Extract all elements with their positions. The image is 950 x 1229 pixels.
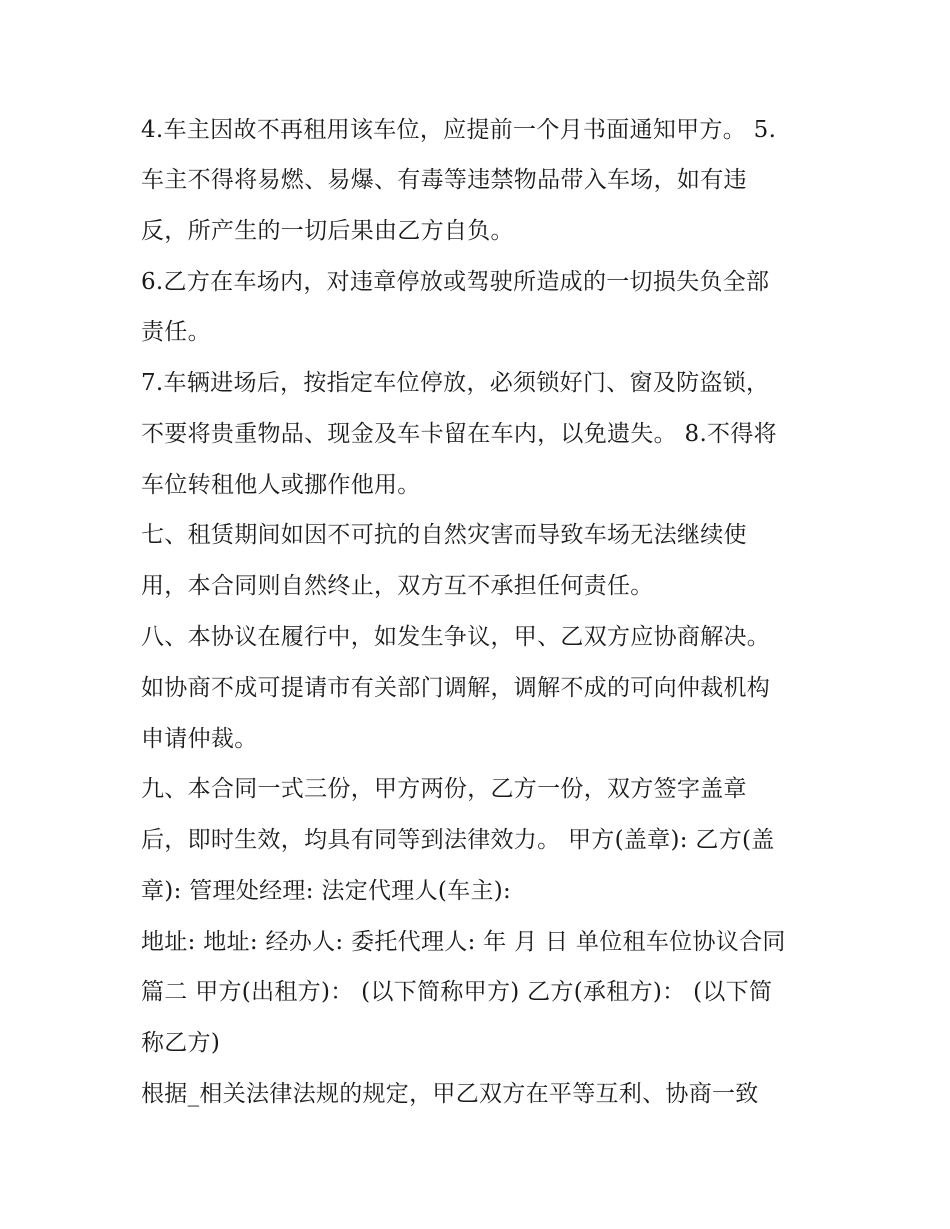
- text-line-14: 九、本合同一式三份，甲方两份，乙方一份，双方签字盖章: [141, 776, 747, 802]
- text-line-10: 用，本合同则自然终止，双方互不承担任何责任。: [141, 573, 654, 599]
- text-line-11: 八、本协议在履行中，如发生争议，甲、乙双方应协商解决。: [141, 624, 771, 650]
- text-line-2: 车主不得将易燃、易爆、有毒等违禁物品带入车场，如有违: [141, 167, 747, 193]
- text-line-19: 称乙方): [141, 1030, 221, 1056]
- text-line-9: 七、租赁期间如因不可抗的自然灾害而导致车场无法继续使: [141, 522, 747, 548]
- text-line-17: 地址: 地址: 经办人: 委托代理人: 年 月 日 单位租车位协议合同: [141, 929, 786, 955]
- text-line-16: 章): 管理处经理: 法定代理人(车主):: [141, 878, 512, 904]
- text-line-7: 不要将贵重物品、现金及车卡留在车内，以免遗失。 8.不得将: [141, 421, 777, 447]
- text-line-18: 篇二 甲方(出租方)： (以下简称甲方) 乙方(承租方)： (以下简: [141, 979, 773, 1005]
- text-line-15: 后，即时生效，均具有同等到法律效力。 甲方(盖章): 乙方(盖: [141, 827, 775, 853]
- text-line-12: 如协商不成可提请市有关部门调解，调解不成的可向仲裁机构: [141, 675, 771, 701]
- text-line-13: 申请仲裁。: [141, 726, 258, 752]
- text-line-5: 责任。: [141, 319, 211, 345]
- text-line-4: 6.乙方在车场内，对违章停放或驾驶所造成的一切损失负全部: [141, 269, 770, 295]
- text-line-8: 车位转租他人或挪作他用。: [141, 472, 421, 498]
- text-line-6: 7.车辆进场后，按指定车位停放，必须锁好门、窗及防盗锁，: [141, 370, 770, 396]
- text-line-3: 反，所产生的一切后果由乙方自负。: [141, 218, 514, 244]
- text-line-1: 4.车主因故不再租用该车位，应提前一个月书面通知甲方。 5.: [141, 117, 777, 143]
- text-line-20: 根据_相关法律法规的规定，甲乙双方在平等互利、协商一致: [141, 1081, 759, 1107]
